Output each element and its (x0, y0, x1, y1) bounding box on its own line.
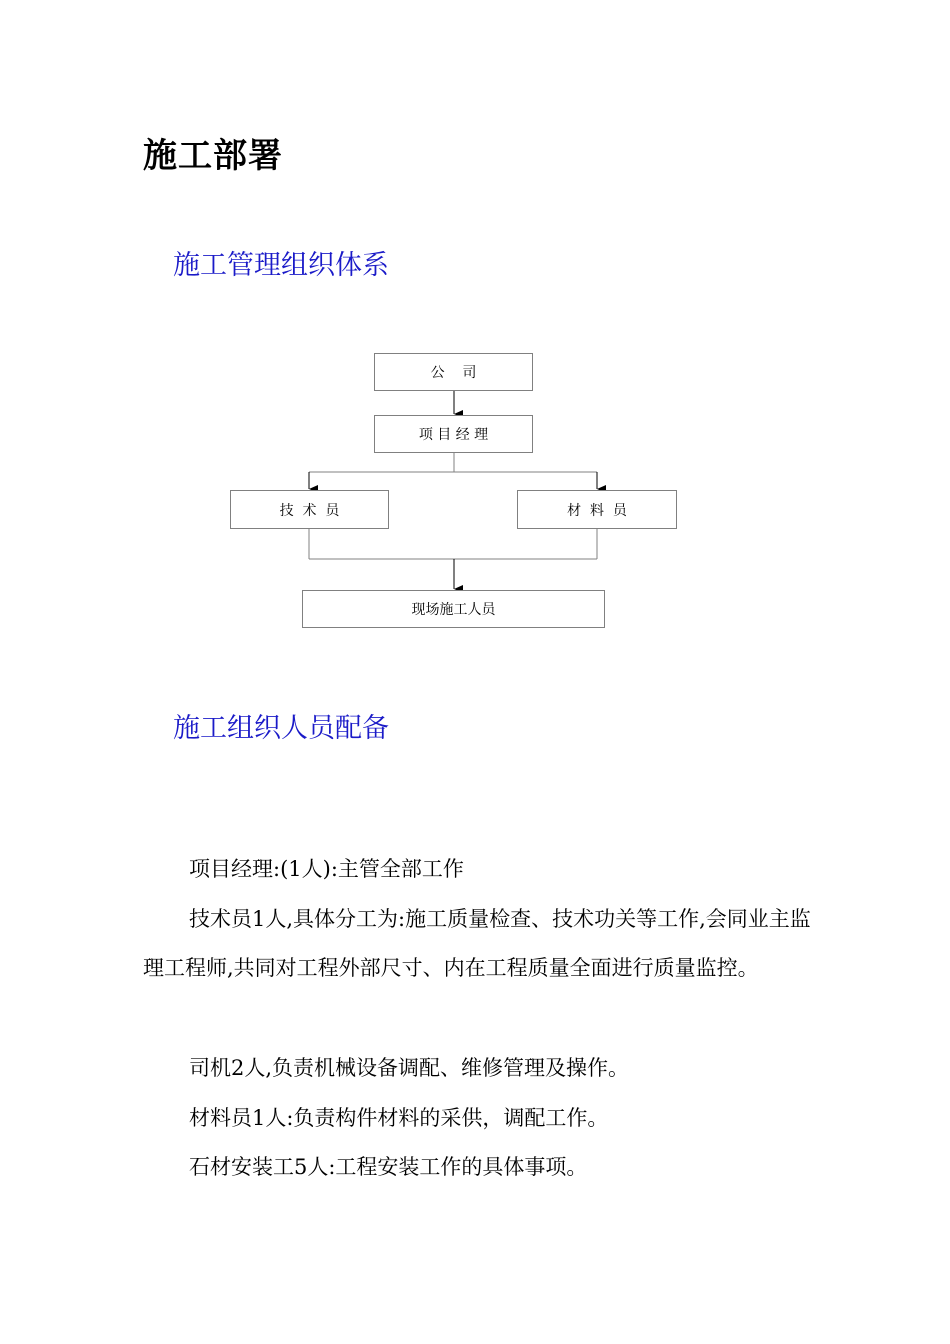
org-box-site-staff: 现场施工人员 (302, 590, 605, 628)
paragraph-material-clerk: 材料员1人:负责构件材料的采供，调配工作。 (189, 1106, 609, 1130)
paragraph-technician: 技术员1人,具体分工为:施工质量检查、技术功关等工作,会同业主监理工程师,共同对工程外部尺寸、内在工程质量全面进行质量监控。 (143, 907, 811, 980)
paragraph-project-manager: 项目经理:(1人):主管全部工作 (189, 857, 464, 881)
paragraph-stone-installers: 石材安装工5人:工程安装工作的具体事项。 (189, 1155, 588, 1179)
org-box-technician: 技 术 员 (230, 490, 389, 529)
org-box-company: 公 司 (374, 353, 533, 391)
page-title: 施工部署 (143, 136, 283, 176)
section-heading-org-system: 施工管理组织体系 (173, 250, 389, 281)
org-box-project-manager: 项 目 经 理 (374, 415, 533, 453)
org-box-material-clerk: 材 料 员 (517, 490, 677, 529)
paragraph-driver: 司机2人,负责机械设备调配、维修管理及操作。 (189, 1056, 630, 1080)
section-heading-staffing: 施工组织人员配备 (173, 713, 389, 744)
